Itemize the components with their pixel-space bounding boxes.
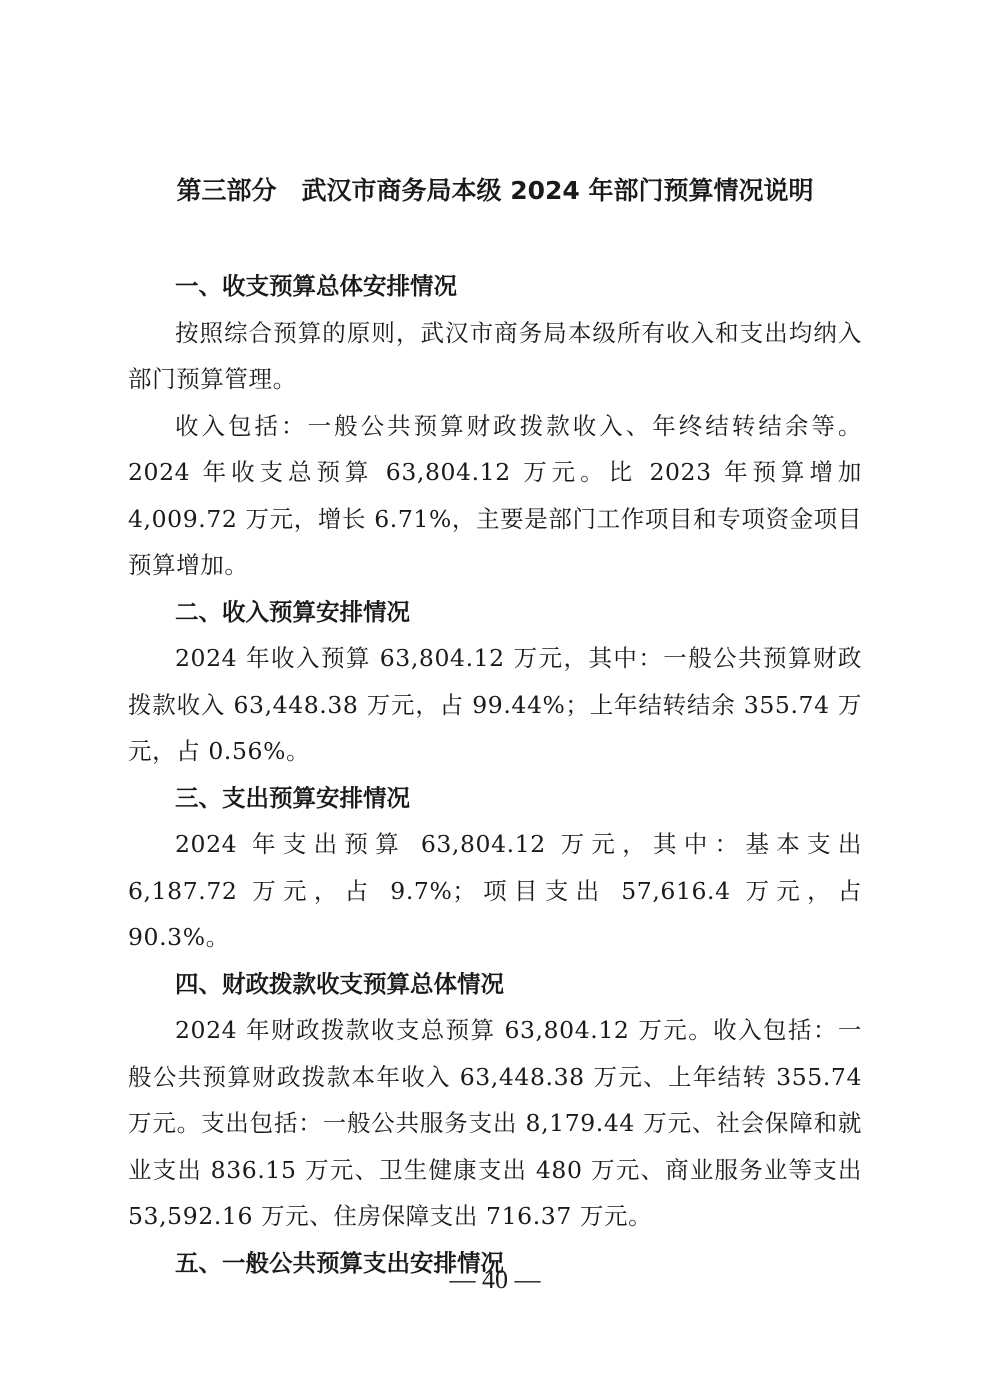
paragraph: 收入包括：一般公共预算财政拨款收入、年终结转结余等。2024 年收支总预算 63,804.12 万元。比 2023 年预算增加 4,009.72 万元，增长 6.71%，主要是部门工作项目和专项资金项目预算增加。 — [128, 411, 862, 579]
section-overall-budget — [128, 263, 862, 589]
section-income-budget — [128, 589, 862, 775]
paragraph: 按照综合预算的原则，武汉市商务局本级所有收入和支出均纳入部门预算管理。 — [128, 318, 862, 393]
section-heading: 五、一般公共预算支出安排情况 — [175, 1248, 504, 1277]
section-heading: 二、收入预算安排情况 — [175, 597, 410, 626]
paragraph: 2024 年财政拨款收支总预算 63,804.12 万元。收入包括：一般公共预算财政拨款本年收入 63,448.38 万元、上年结转 355.74 万元。支出包括：一般公共服务支出 8,179.44 万元、社会保障和就业支出 836.15 万元、卫生健康支出 480 万元、商业服务业等支出 53,592.16 万元、住房保障支出 716.37 万元。 — [128, 1016, 862, 1230]
section-expenditure-budget — [128, 775, 862, 961]
section-fiscal-allocation — [128, 961, 862, 1240]
section-heading: 三、支出预算安排情况 — [175, 783, 410, 812]
section-heading: 一、收支预算总体安排情况 — [175, 272, 457, 300]
paragraph: 2024 年收入预算 63,804.12 万元，其中：一般公共预算财政拨款收入 63,448.38 万元，占 99.44%；上年结转结余 355.74 万元，占 0.56%。 — [128, 644, 862, 765]
document-body — [128, 263, 862, 1286]
section-heading: 四、财政拨款收支预算总体情况 — [175, 969, 504, 998]
paragraph: 2024 年支出预算 63,804.12 万元，其中：基本支出 6,187.72 万元，占 9.7%；项目支出 57,616.4 万元，占 90.3%。 — [128, 830, 862, 951]
page-number: — 40 — — [449, 1265, 541, 1294]
page-title: 第三部分 武汉市商务局本级 2024 年部门预算情况说明 — [176, 176, 814, 205]
